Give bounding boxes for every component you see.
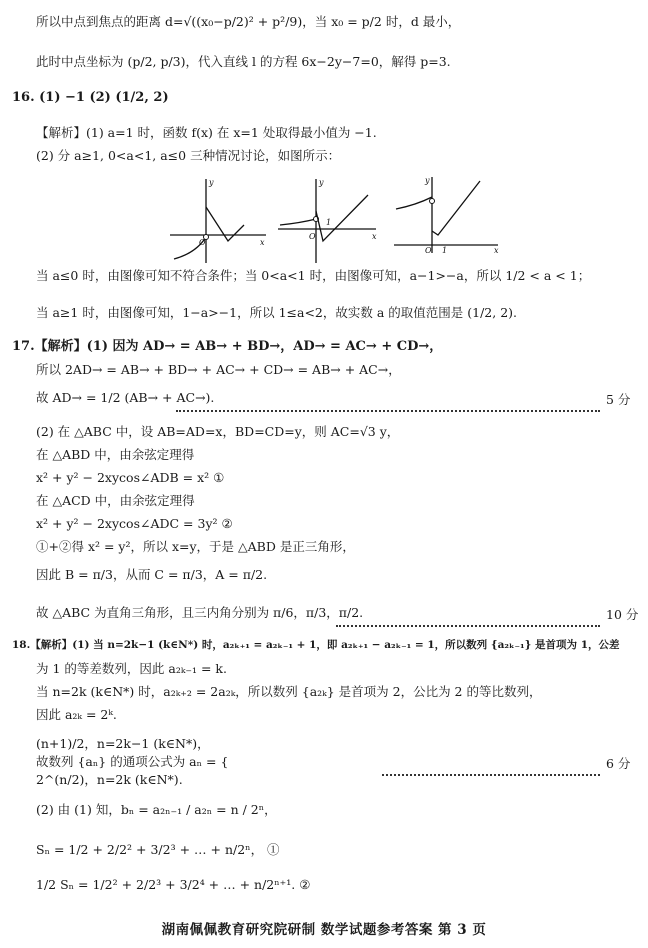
score-label: 5 分 bbox=[606, 392, 631, 407]
answer-line: 所以中点到焦点的距离 d=√((x₀−p/2)² + p²/9)，当 x₀ = p/2 时，d 最小， bbox=[36, 14, 461, 29]
axis-x-label: x bbox=[260, 238, 265, 247]
answer-line: 2^(n/2)，n=2k (k∈N*). bbox=[36, 772, 183, 787]
answer-line: 因此 B = π/3，从而 C = π/3，A = π/2. bbox=[36, 567, 268, 582]
answer-line: 因此 a₂ₖ = 2ᵏ. bbox=[36, 707, 117, 722]
score-label: 6 分 bbox=[606, 756, 631, 771]
answer-line: 此时中点坐标为 (p/2, p/3)，代入直线 l 的方程 6x−2y−7=0，解得 p=3. bbox=[36, 54, 451, 69]
answer-line: (2) 由 (1) 知，bₙ = a₂ₙ₋₁ / a₂ₙ = n / 2ⁿ， bbox=[36, 802, 277, 817]
answer-line: 在 △ABD 中，由余弦定理得 bbox=[36, 447, 195, 462]
graph-a-ge-1 bbox=[392, 175, 502, 255]
answer-line: Sₙ = 1/2 + 2/2² + 3/2³ + … + n/2ⁿ， ① bbox=[36, 842, 280, 857]
answer-line: x² + y² − 2xycos∠ADB = x² ① bbox=[36, 470, 225, 485]
answer-line: 为 1 的等差数列，因此 a₂ₖ₋₁ = k. bbox=[36, 661, 227, 676]
tick-one-label: 1 bbox=[326, 218, 332, 227]
answer-line: (2) 在 △ABC 中，设 AB=AD=x，BD=CD=y，则 AC=√3 y， bbox=[36, 424, 400, 439]
axis-y-label: y bbox=[209, 178, 214, 187]
tick-one-label: 1 bbox=[442, 246, 448, 255]
axis-y-label: y bbox=[425, 176, 430, 185]
answer-line: 当 n=2k (k∈N*) 时，a₂ₖ₊₂ = 2a₂ₖ，所以数列 {a₂ₖ} 是首项为 2，公比为 2 的等比数列， bbox=[36, 684, 542, 699]
answer-line: 16. (1) −1 (2) (1/2, 2) bbox=[12, 90, 169, 105]
dotted-leader bbox=[336, 625, 600, 627]
answer-line: (2) 分 a≥1, 0<a<1, a≤0 三种情况讨论，如图所示： bbox=[36, 148, 341, 163]
axis-x-label: x bbox=[494, 246, 499, 255]
axis-x-label: x bbox=[372, 232, 377, 241]
answer-line: 【解析】(1) a=1 时，函数 f(x) 在 x=1 处取得最小值为 −1. bbox=[36, 125, 377, 140]
answer-line: 当 a≤0 时，由图像可知不符合条件；当 0<a<1 时，由图像可知，a−1>−a，所以 1/2 < a < 1； bbox=[36, 268, 591, 283]
origin-label: O bbox=[425, 246, 432, 255]
score-label: 10 分 bbox=[606, 607, 639, 622]
answer-line: 所以 2AD→ = AB→ + BD→ + AC→ + CD→ = AB→ + AC→， bbox=[36, 362, 401, 377]
origin-label: O bbox=[309, 232, 316, 241]
answer-line: 故 △ABC 为直角三角形，且三内角分别为 π/6，π/3，π/2. bbox=[36, 605, 364, 620]
answer-line: 18.【解析】(1) 当 n=2k−1 (k∈N*) 时，a₂ₖ₊₁ = a₂ₖ₋₁ + 1，即 a₂ₖ₊₁ − a₂ₖ₋₁ = 1，所以数列 {a₂ₖ₋₁} 是首项为 1，公差 bbox=[12, 639, 620, 651]
dotted-leader bbox=[176, 410, 600, 412]
origin-label: O bbox=[199, 238, 206, 247]
answer-line: x² + y² − 2xycos∠ADC = 3y² ② bbox=[36, 516, 233, 531]
answer-line: 故 AD→ = 1/2 (AB→ + AC→). bbox=[36, 390, 215, 405]
axis-y-label: y bbox=[319, 178, 324, 187]
answer-line: 17.【解析】(1) 因为 AD→ = AB→ + BD→，AD→ = AC→ + CD→， bbox=[12, 339, 443, 354]
answer-line: 在 △ACD 中，由余弦定理得 bbox=[36, 493, 195, 508]
graph-0-lt-a-lt-1 bbox=[276, 175, 381, 265]
graph-a-le-0 bbox=[168, 175, 268, 265]
answer-line: (n+1)/2，n=2k−1 (k∈N*)， bbox=[36, 736, 210, 751]
answer-line: 1/2 Sₙ = 1/2² + 2/2³ + 3/2⁴ + … + n/2ⁿ⁺¹. ② bbox=[36, 877, 311, 892]
answer-line: 故数列 {aₙ} 的通项公式为 aₙ = { bbox=[36, 754, 229, 769]
answer-line: 当 a≥1 时，由图像可知，1−a>−1，所以 1≤a<2，故实数 a 的取值范围是 (1/2, 2). bbox=[36, 305, 518, 320]
answer-line: ①+②得 x² = y²，所以 x=y，于是 △ABD 是正三角形， bbox=[36, 539, 355, 554]
page-footer: 湖南佩佩教育研究院研制 数学试题参考答案 第 3 页 bbox=[161, 922, 487, 938]
dotted-leader bbox=[382, 774, 600, 776]
